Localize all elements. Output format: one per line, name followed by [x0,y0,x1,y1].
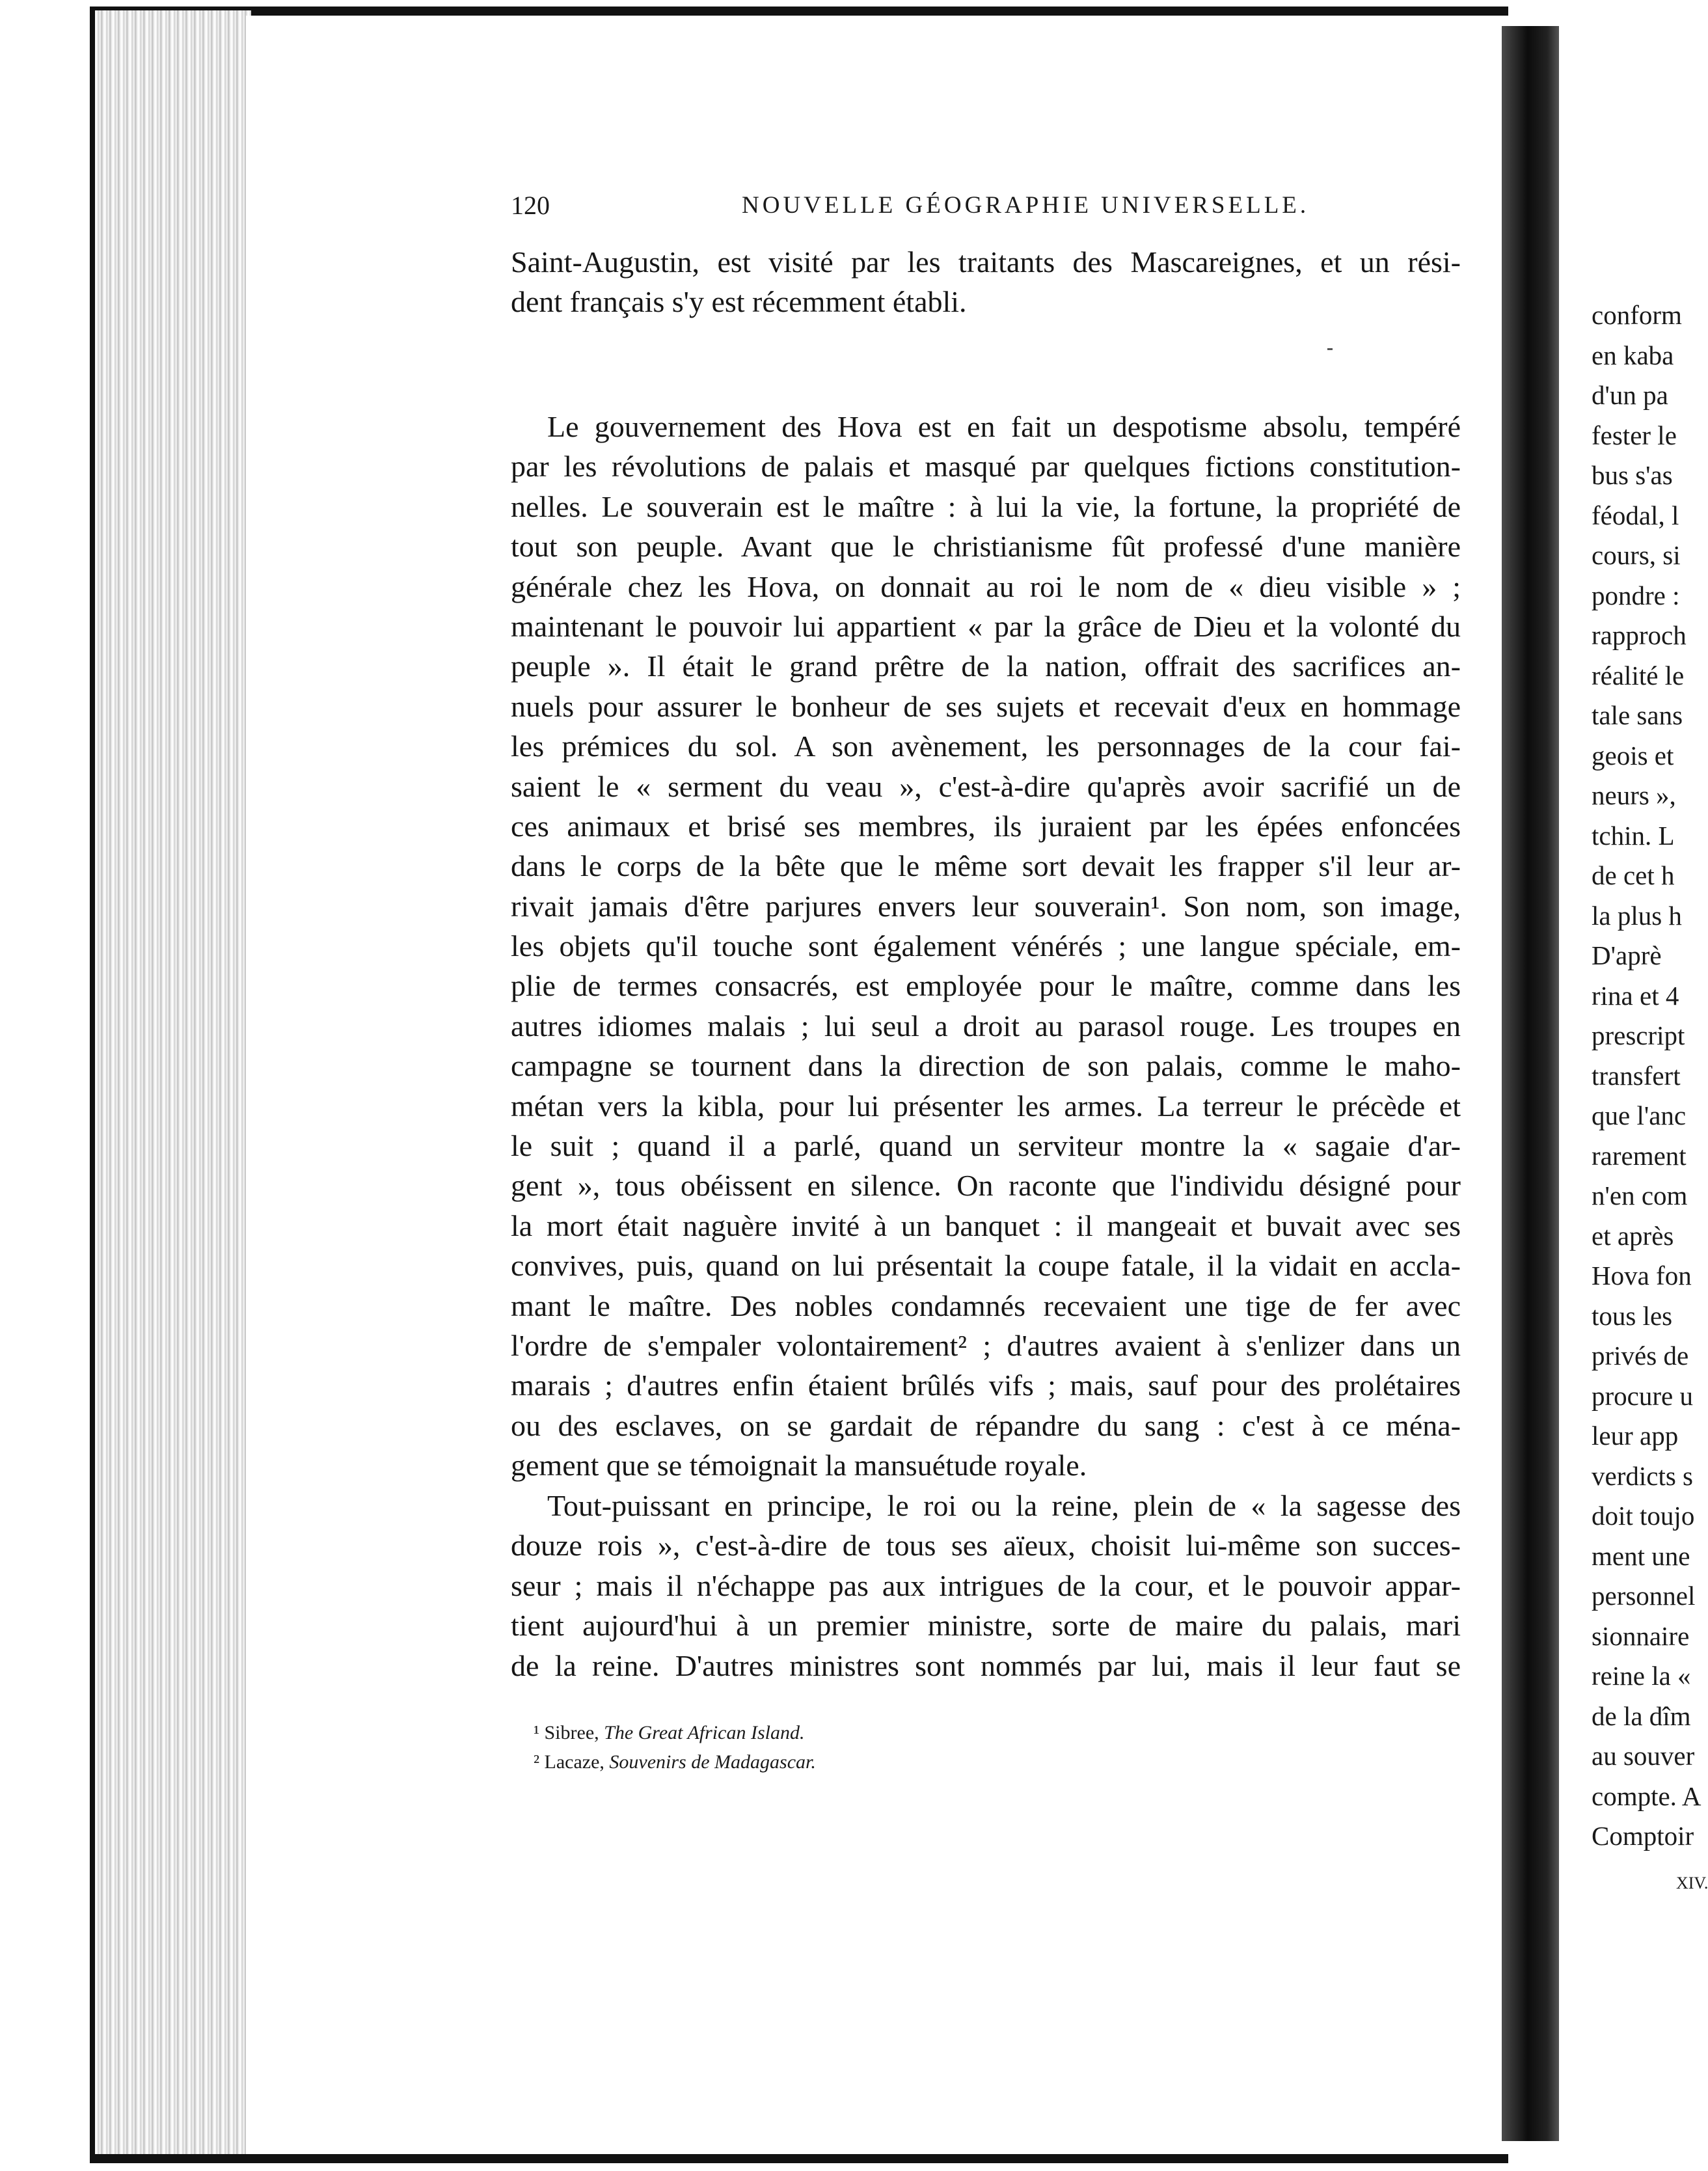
text-line: campagne se tournent dans la direction de son palais, comme le maho- [511,1049,1461,1083]
right-page-line: personnel [1592,1581,1696,1611]
right-page-line: pondre : [1592,580,1680,610]
text-line: de la reine. D'autres ministres sont nommés par lui, mais il leur faut se [511,1648,1461,1682]
right-page-line: rapproch [1592,620,1687,650]
text-line: le suit ; quand il a parlé, quand un serviteur montre la « sagaie d'ar- [511,1129,1461,1163]
paragraph-1 [511,407,1461,1486]
right-page-line: que l'anc [1592,1100,1687,1130]
page-number: 120 [511,191,550,220]
text-line: métan vers la kibla, pour lui présenter les armes. La terreur le précède et [511,1089,1461,1123]
footnote-mark: ² [534,1751,539,1773]
right-page-line: ment une [1592,1540,1690,1571]
text-line: tient aujourd'hui à un premier ministre, sorte de maire du palais, mari [511,1609,1461,1643]
text-line: maintenant le pouvoir lui appartient « par la grâce de Dieu et la volonté du [511,609,1461,643]
right-page-line: D'aprè [1592,940,1662,970]
text-line: Saint-Augustin, est visité par les traitants des Mascareignes, et un rési- [511,245,1461,279]
footnote-2 [534,1747,816,1777]
text-line: rivait jamais d'être parjures envers leur souverain¹. Son nom, son image, [511,889,1461,923]
text-line: saient le « serment du veau », c'est-à-dire qu'après avoir sacrifié un de [511,769,1461,803]
right-page-line: cours, si [1592,540,1681,570]
right-page-line: XIV. [1676,1873,1708,1892]
book-page-edges [90,10,251,2158]
right-page-line: la plus h [1592,900,1682,931]
right-page-line: transfert [1592,1060,1681,1091]
right-page-line: réalité le [1592,660,1685,690]
book-gutter [1502,26,1559,2141]
text-line: Le gouvernement des Hova est en fait un despotisme absolu, tempéré [547,410,1461,443]
footnote-author: Lacaze, [544,1751,604,1773]
right-page-line: leur app [1592,1421,1679,1451]
opening-text [511,242,1461,322]
text-line: plie de termes consacrés, est employée pour le maître, comme dans les [511,969,1461,1003]
text-line: mant le maître. Des nobles condamnés recevaient une tige de fer avec [511,1289,1461,1322]
right-page-line: geois et [1592,740,1674,771]
text-line: la mort était naguère invité à un banquet : il mangeait et buvait avec ses [511,1208,1461,1242]
right-page-line: rina et 4 [1592,980,1679,1011]
text-line: autres idiomes malais ; lui seul a droit au parasol rouge. Les troupes en [511,1009,1461,1043]
running-title: NOUVELLE GÉOGRAPHIE UNIVERSELLE. [742,192,1310,219]
right-page-fragment [1559,26,1708,2141]
right-page-line: privés de [1592,1341,1689,1371]
right-page-line: tale sans [1592,700,1683,730]
right-page-line: sionnaire [1592,1620,1690,1651]
text-line: seur ; mais il n'échappe pas aux intrigues de la cour, et le pouvoir appar- [511,1568,1461,1602]
footnote-title: Souvenirs de Madagascar. [609,1751,816,1773]
right-page-line: procure u [1592,1380,1693,1411]
book-bottom-edge [90,2154,1508,2163]
text-line: nuels pour assurer le bonheur de ses sujets et recevait d'eux en hommage [511,689,1461,723]
right-page-line: rarement [1592,1140,1687,1171]
right-page-line: tous les [1592,1300,1673,1331]
right-page-line: et après [1592,1220,1674,1251]
right-page-line: neurs », [1592,780,1676,810]
text-line: l'ordre de s'empaler volontairement² ; d'autres avaient à s'enlizer dans un [511,1328,1461,1362]
right-page-line: bus s'as [1592,460,1673,490]
text-line: Tout-puissant en principe, le roi ou la reine, plein de « la sagesse des [547,1489,1461,1522]
text-line: générale chez les Hova, on donnait au roi le nom de « dieu visible » ; [511,569,1461,603]
right-page-line: n'en com [1592,1181,1688,1210]
text-line: gent », tous obéissent en silence. On raconte que l'individu désigné pour [511,1169,1461,1203]
text-line: dans le corps de la bête que le même sort devait les frapper s'il leur ar- [511,849,1461,883]
text-line: gement que se témoignait la mansuétude royale. [511,1449,1087,1482]
text-line: marais ; d'autres enfin étaient brûlés vifs ; mais, sauf pour des prolétaires [511,1369,1461,1402]
book-top-edge [90,7,1508,16]
right-page-line: au souver [1592,1741,1695,1771]
footnote-author: Sibree, [544,1722,599,1743]
right-page-line: verdicts s [1592,1460,1693,1491]
right-page-line: compte. A [1592,1781,1701,1811]
text-line: douze rois », c'est-à-dire de tous ses aïeux, choisit lui-même son succes- [511,1529,1461,1563]
text-line: ces animaux et brisé ses membres, ils juraient par les épées enfoncées [511,809,1461,843]
footnotes [534,1718,816,1777]
right-page-line: en kaba [1592,340,1674,370]
footnote-title: The Great African Island. [604,1722,805,1743]
text-line: ou des esclaves, on se gardait de répandre du sang : c'est à ce ména- [511,1408,1461,1442]
ink-speck [1327,348,1333,350]
right-page-line: doit toujo [1592,1501,1695,1531]
footnote-1 [534,1718,816,1747]
right-page-line: Hova fon [1592,1261,1692,1290]
right-page-line: fester le [1592,420,1677,450]
right-page-line: reine la « [1592,1661,1691,1691]
right-page-line: de cet h [1592,860,1675,890]
right-page-line: prescript [1592,1020,1685,1050]
text-line: tout son peuple. Avant que le christianisme fût professé d'une manière [511,530,1461,564]
text-line: convives, puis, quand on lui présentait la coupe fatale, il la vidait en accla- [511,1249,1461,1283]
text-line: par les révolutions de palais et masqué par quelques fictions constitution- [511,450,1461,484]
text-line: peuple ». Il était le grand prêtre de la nation, offrait des sacrifices an- [511,649,1461,683]
right-page-line: tchin. L [1592,820,1675,851]
right-page-line: féodal, l [1592,500,1679,530]
right-page-line: de la dîm [1592,1700,1691,1731]
paragraph-2 [511,1486,1461,1686]
right-page-line: conform [1592,300,1682,330]
text-line: dent français s'y est récemment établi. [511,285,967,319]
footnote-mark: ¹ [534,1722,539,1743]
text-line: nelles. Le souverain est le maître : à lui la vie, la fortune, la propriété de [511,489,1461,523]
text-line: les prémices du sol. A son avènement, les personnages de la cour fai- [511,730,1461,763]
right-page-line: Comptoir [1592,1821,1694,1851]
text-line: les objets qu'il touche sont également vénérés ; une langue spéciale, em- [511,929,1461,963]
right-page-line: d'un pa [1592,380,1668,410]
